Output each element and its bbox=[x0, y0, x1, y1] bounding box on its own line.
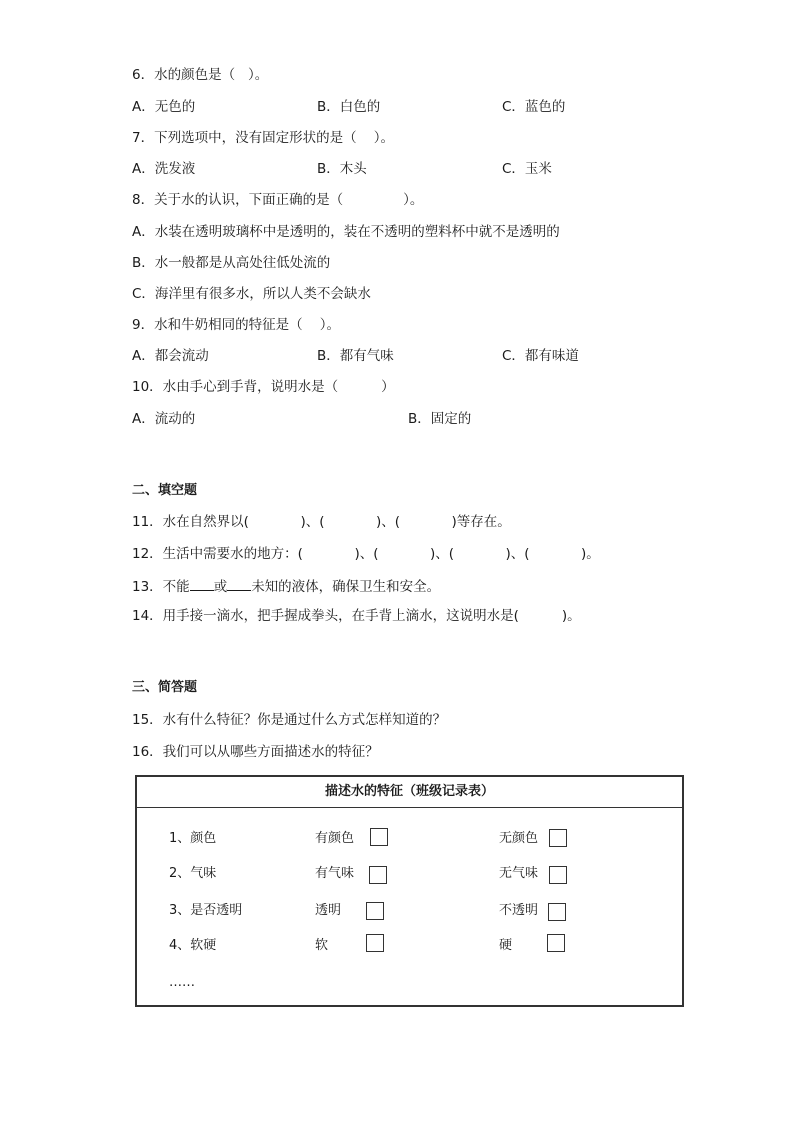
question-9-option-c[interactable]: C．都有味道 bbox=[502, 348, 579, 364]
question-8-option-a[interactable]: A．水装在透明玻璃杯中是透明的，装在不透明的塑料杯中就不是透明的 bbox=[132, 224, 560, 240]
question-9-option-a[interactable]: A．都会流动 bbox=[132, 348, 209, 364]
question-8-option-b[interactable]: B．水一般都是从高处往低处流的 bbox=[132, 255, 331, 271]
answer-blank[interactable] bbox=[227, 576, 251, 591]
section-3-heading: 三、简答题 bbox=[132, 680, 198, 695]
question-14: 14．用手接一滴水，把手握成拳头，在手背上滴水，这说明水是( )。 bbox=[132, 608, 581, 624]
checkbox-soft[interactable] bbox=[366, 934, 384, 952]
question-9-stem: 9．水和牛奶相同的特征是（ ）。 bbox=[132, 317, 341, 333]
checkbox-has-color[interactable] bbox=[370, 828, 388, 846]
question-15: 15．水有什么特征？你是通过什么方式怎样知道的？ bbox=[132, 712, 447, 728]
question-9-option-b[interactable]: B．都有气味 bbox=[317, 348, 394, 364]
row-label-transparency: 3、是否透明 bbox=[169, 903, 243, 918]
question-6-option-c[interactable]: C．蓝色的 bbox=[502, 99, 566, 115]
question-13 bbox=[132, 576, 440, 596]
question-7-stem: 7．下列选项中，没有固定形状的是（ ）。 bbox=[132, 130, 395, 146]
question-13-part-3: 未知的液体，确保卫生和安全。 bbox=[251, 579, 441, 595]
question-11: 11．水在自然界以( )、( )、( )等存在。 bbox=[132, 514, 511, 530]
option-hard: 硬 bbox=[499, 938, 513, 953]
row-label-hardness: 4、软硬 bbox=[169, 938, 217, 953]
checkbox-has-smell[interactable] bbox=[369, 866, 387, 884]
option-no-color: 无颜色 bbox=[499, 831, 539, 846]
checkbox-no-smell[interactable] bbox=[549, 866, 567, 884]
option-transparent: 透明 bbox=[315, 903, 342, 918]
table-ellipsis: …… bbox=[169, 975, 195, 990]
option-no-smell: 无气味 bbox=[499, 866, 539, 881]
row-label-color: 1、颜色 bbox=[169, 831, 217, 846]
checkbox-hard[interactable] bbox=[547, 934, 565, 952]
question-13-part-2: 或 bbox=[213, 579, 228, 595]
question-8-stem: 8．关于水的认识，下面正确的是（ ）。 bbox=[132, 192, 424, 208]
option-soft: 软 bbox=[315, 938, 329, 953]
question-16: 16．我们可以从哪些方面描述水的特征？ bbox=[132, 744, 379, 760]
record-table-title: 描述水的特征（班级记录表） bbox=[137, 777, 682, 808]
question-10-option-a[interactable]: A．流动的 bbox=[132, 411, 196, 427]
record-table bbox=[135, 775, 684, 1007]
question-6-option-b[interactable]: B．白色的 bbox=[317, 99, 381, 115]
question-6-stem: 6．水的颜色是（ ）。 bbox=[132, 67, 269, 83]
option-has-color: 有颜色 bbox=[315, 831, 355, 846]
question-6-option-a[interactable]: A．无色的 bbox=[132, 99, 196, 115]
question-7-option-a[interactable]: A．洗发液 bbox=[132, 161, 196, 177]
section-2-heading: 二、填空题 bbox=[132, 483, 198, 498]
question-10-stem: 10．水由手心到手背，说明水是（ ） bbox=[132, 379, 395, 395]
question-8-option-c[interactable]: C．海洋里有很多水，所以人类不会缺水 bbox=[132, 286, 371, 302]
checkbox-transparent[interactable] bbox=[366, 902, 384, 920]
question-10-option-b[interactable]: B．固定的 bbox=[408, 411, 472, 427]
option-opaque: 不透明 bbox=[499, 903, 539, 918]
row-label-smell: 2、气味 bbox=[169, 866, 217, 881]
question-7-option-b[interactable]: B．木头 bbox=[317, 161, 367, 177]
checkbox-no-color[interactable] bbox=[549, 829, 567, 847]
question-7-option-c[interactable]: C．玉米 bbox=[502, 161, 552, 177]
option-has-smell: 有气味 bbox=[315, 866, 355, 881]
answer-blank[interactable] bbox=[190, 576, 214, 591]
checkbox-opaque[interactable] bbox=[548, 903, 566, 921]
question-13-part-1: 13．不能 bbox=[132, 579, 190, 595]
question-12: 12．生活中需要水的地方：( )、( )、( )、( )。 bbox=[132, 546, 600, 562]
